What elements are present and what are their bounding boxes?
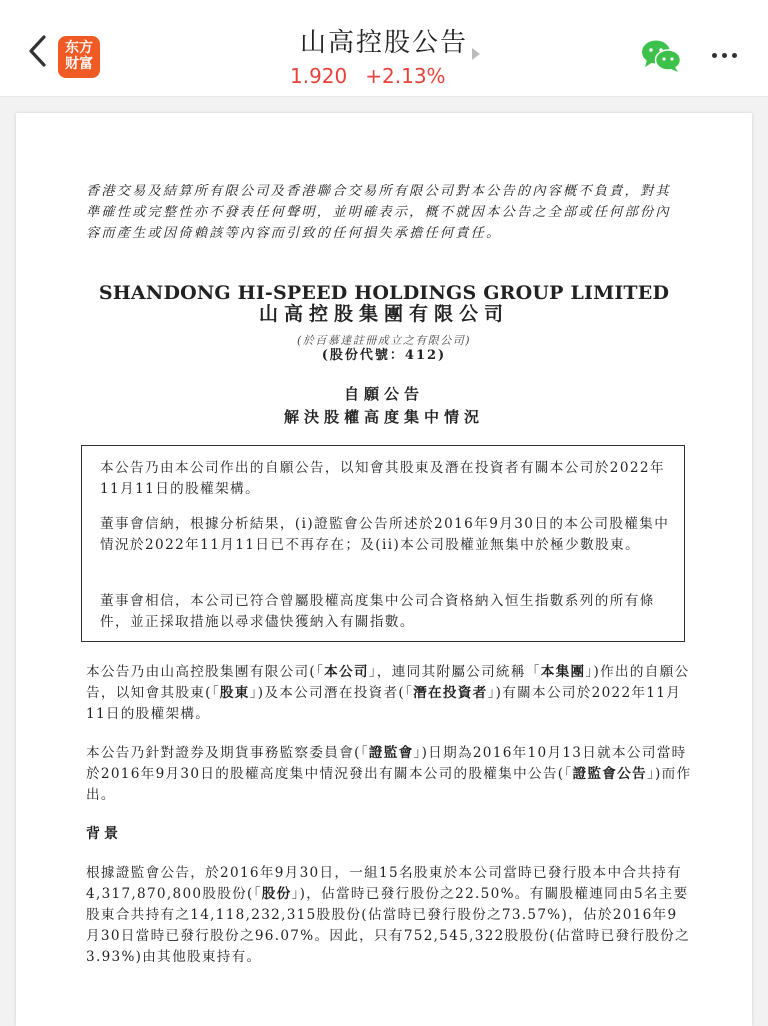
- logo-line1: 东方: [65, 40, 93, 56]
- announcement-title: 自願公告: [343, 385, 424, 403]
- summary-paragraph-2: 董事會信納，根據分析結果，(i)證監會公告所述於2016年9月30日的本公司股權集中情況於2022年11月11日已不再存在；及(ii)本公司股權並無集中於極少數股東。: [100, 516, 670, 553]
- company-name-zh: 山高控股集團有限公司: [258, 303, 509, 325]
- disclaimer: 香港交易及結算所有限公司及香港聯合交易所有限公司對本公告的內容概不負責，對其準確性或完整性亦不發表任何聲明，並明確表示，概不就因本公告之全部或任何部份內容而產生或因倚賴該等內容而引致的任何損失承擔任何責任。: [86, 184, 671, 241]
- intro-paragraph: [86, 662, 692, 725]
- text-run: 」)日期為2016年10月13日就本公司當時於2016年9月30日的股權高度集中情況發出有關本公司的股權集中公告(「: [86, 745, 687, 782]
- text-run: 本公告乃由山高控股集團有限公司(「: [86, 664, 325, 680]
- summary-box: [81, 445, 685, 642]
- expand-arrow-icon[interactable]: [472, 48, 480, 60]
- more-dots-icon: [712, 53, 717, 58]
- stock-price: 1.920: [290, 64, 348, 88]
- defined-term: 本公司: [324, 664, 369, 680]
- announcement-subtitle: 解決股權高度集中情況: [283, 408, 484, 426]
- stock-code: (股份代號：412): [321, 348, 447, 363]
- text-run: 本公告乃針對證券及期貨事務監察委員會(「: [86, 745, 369, 761]
- summary-paragraph-3: 董事會相信，本公司已符合曾屬股權高度集中公司合資格納入恒生指數系列的所有條件，並正採取措施以尋求儘快獲納入有關指數。: [100, 593, 655, 630]
- incorporation-note: (於百慕達註冊成立之有限公司): [296, 334, 472, 347]
- text-run: 」)作出的自願公告，以知會其股東(「: [86, 664, 690, 701]
- text-run: 」，連同其附屬公司統稱「: [368, 664, 541, 680]
- text-run: 根據證監會公告，於2016年9月30日，一組15名股東於本公司當時已發行股本中合共持有4,317,870,800股股份(「: [86, 865, 682, 902]
- text-run: 」)及本公司潛在投資者(「: [249, 685, 414, 701]
- defined-term: 股份: [261, 886, 292, 902]
- summary-paragraph-1: 本公告乃由本公司作出的自願公告，以知會其股東及潛在投資者有關本公司於2022年11月11日的股權架構。: [100, 460, 665, 497]
- wechat-icon: [640, 38, 684, 74]
- title-area: [230, 22, 538, 59]
- logo-line2: 财富: [65, 56, 93, 72]
- defined-term: 證監會公告: [572, 766, 647, 782]
- stock-change: +2.13%: [365, 64, 446, 88]
- company-name-en: SHANDONG HI-SPEED HOLDINGS GROUP LIMITED: [98, 282, 670, 304]
- defined-term: 股東: [219, 685, 250, 701]
- more-button[interactable]: [706, 40, 742, 70]
- app-logo: [58, 36, 100, 78]
- stock-quote: [290, 64, 446, 88]
- defined-term: 本集團: [540, 664, 586, 680]
- text-run: 」)，佔當時已發行股份之22.50%。有關股權連同由5名主要股東合共持有之14,118,232,315股股份(佔當時已發行股份之73.57%)，佔於2016年9月30日當時已發行股份之96.07%。因此，只有752,545,322股股份(佔當時已發行股份之3.93%)由其他股東持有。: [86, 886, 690, 965]
- background-heading: 背景: [86, 826, 122, 842]
- chevron-left-icon: [26, 34, 48, 68]
- text-run: 」)而作出。: [86, 766, 692, 803]
- reference-paragraph: [86, 743, 692, 806]
- top-bar: [0, 0, 768, 97]
- defined-term: 證監會: [368, 745, 414, 761]
- back-button[interactable]: [20, 34, 54, 68]
- text-run: 」)有關本公司於2022年11月11日的股權架構。: [86, 685, 682, 722]
- background-paragraph: [86, 863, 692, 968]
- announcement-page: [16, 113, 752, 1026]
- defined-term: 潛在投資者: [413, 685, 488, 701]
- page-title: 山高控股公告: [299, 28, 468, 58]
- wechat-share-button[interactable]: [640, 38, 684, 74]
